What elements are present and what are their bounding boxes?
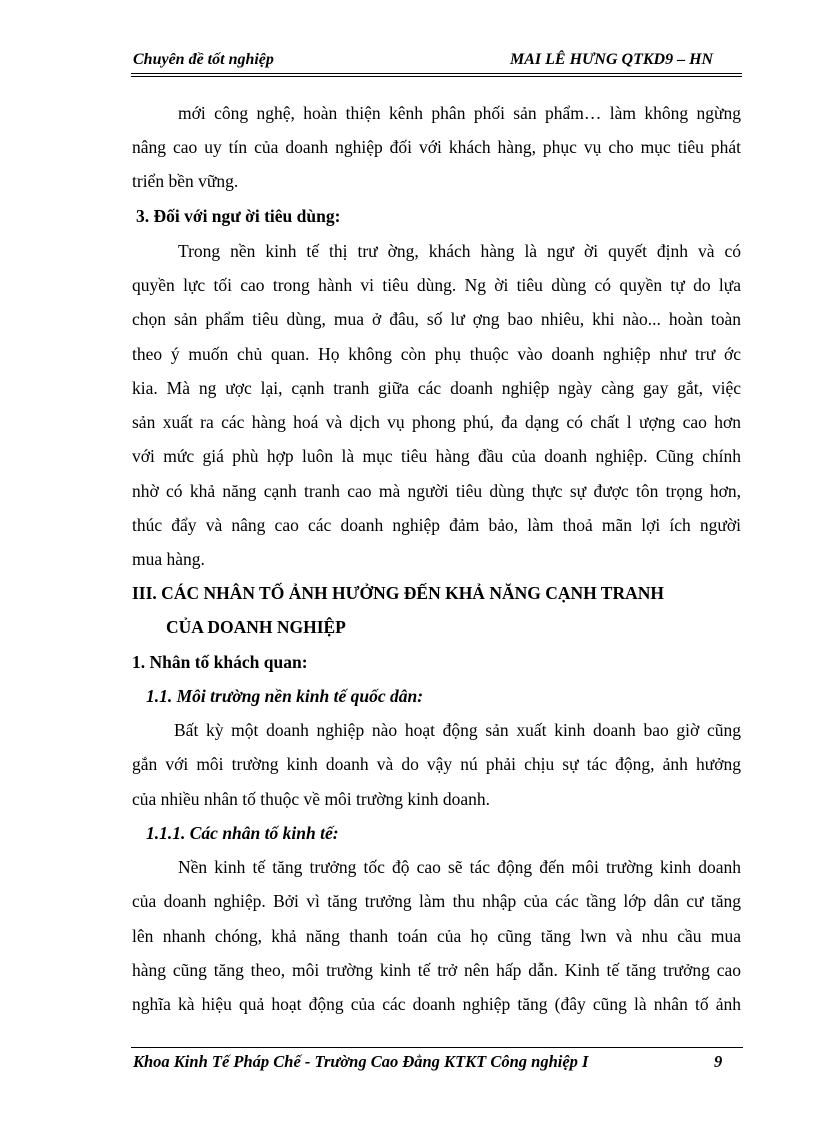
header-author: MAI LÊ HƯNG QTKD9 – HN [510, 51, 714, 68]
subsection-heading: 1.1. Môi trường nền kinh tế quốc dân: [146, 686, 424, 706]
paragraph-line: Bất kỳ một doanh nghiệp nào hoạt động sản xuất kinh doanh bao giờ cũng [174, 720, 741, 740]
section-heading: 3. Đối với ngư ời tiêu dùng: [136, 206, 341, 226]
paragraph-line: Trong nền kinh tế thị trư ờng, khách hàng là ngư ời quyết định và có [178, 241, 741, 261]
paragraph-line: triển bền vững. [132, 171, 239, 191]
paragraph-line: mua hàng. [132, 549, 205, 569]
paragraph-line: mới công nghệ, hoàn thiện kênh phân phối sản phẩm… làm không ngừng [178, 103, 741, 123]
footer-divider [131, 1047, 743, 1048]
header-divider [131, 73, 742, 74]
paragraph-line: của nhiều nhân tố thuộc về môi trường kinh doanh. [132, 789, 490, 809]
paragraph-line: nghĩa kà hiệu quả hoạt động của các doanh nghiệp tăng (đây cũng là nhân tố ảnh [132, 994, 741, 1014]
paragraph-line: gắn với môi trường kinh doanh và do vậy nú phải chịu sự tác động, ảnh hưởng [132, 754, 741, 774]
paragraph-line: lên nhanh chóng, khả năng thanh toán của họ cũng tăng lwn và nhu cầu mua [132, 926, 741, 946]
chapter-heading: III. CÁC NHÂN TỐ ẢNH HƯỞNG ĐẾN KHẢ NĂNG CẠNH TRANH [132, 583, 664, 603]
page-number: 9 [714, 1052, 723, 1071]
paragraph-line: Nền kinh tế tăng trưởng tốc độ cao sẽ tác động đến môi trường kinh doanh [178, 857, 741, 877]
chapter-heading-continued: CỦA DOANH NGHIỆP [166, 617, 346, 637]
paragraph-line: thúc đẩy và nâng cao các doanh nghiệp đảm bảo, làm thoả mãn lợi ích người [132, 515, 741, 535]
paragraph-line: kia. Mà ng ược lại, cạnh tranh giữa các doanh nghiệp ngày càng gay gắt, việc [132, 378, 741, 398]
section-heading: 1. Nhân tố khách quan: [132, 652, 308, 672]
paragraph-line: theo ý muốn chủ quan. Họ không còn phụ thuộc vào doanh nghiệp như trư ớc [132, 344, 741, 364]
paragraph-line: nâng cao uy tín của doanh nghiệp đối với khách hàng, phục vụ cho mục tiêu phát [132, 137, 741, 157]
paragraph-line: với mức giá phù hợp luôn là mục tiêu hàng đầu của doanh nghiệp. Cũng chính [132, 446, 741, 466]
header-divider-second [131, 76, 742, 77]
paragraph-line: của doanh nghiệp. Bởi vì tăng trưởng làm thu nhập của các tầng lớp dân cư tăng [132, 891, 741, 911]
paragraph-line: nhờ có khả năng cạnh tranh cao mà người tiêu dùng thực sự được tôn trọng hơn, [132, 481, 741, 501]
footer-institution: Khoa Kinh Tế Pháp Chế - Trường Cao Đẳng KTKT Công nghiệp I [133, 1052, 589, 1071]
header-title: Chuyên đề tốt nghiệp [133, 51, 274, 68]
subsection-heading: 1.1.1. Các nhân tố kinh tế: [146, 823, 339, 843]
paragraph-line: sản xuất ra các hàng hoá và dịch vụ phong phú, đa dạng có chất l ượng cao hơn [132, 412, 741, 432]
paragraph-line: quyền lực tối cao trong hành vi tiêu dùng. Ng ời tiêu dùng có quyền tự do lựa [132, 275, 741, 295]
paragraph-line: hàng cũng tăng theo, môi trường kinh tế trở nên hấp dẫn. Kinh tế tăng trưởng cao [132, 960, 741, 980]
paragraph-line: chọn sản phẩm tiêu dùng, mua ở đâu, số lư ợng bao nhiêu, khi nào... hoàn toàn [132, 309, 741, 329]
